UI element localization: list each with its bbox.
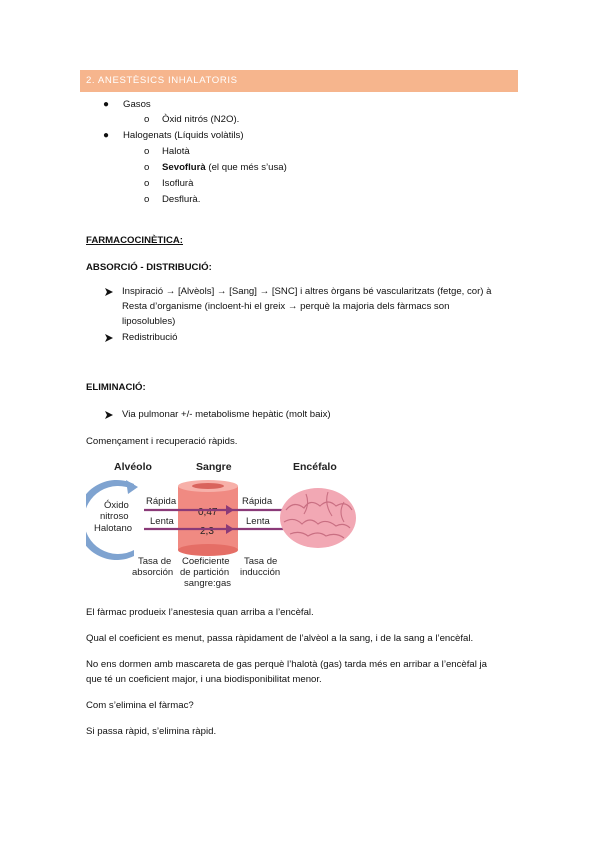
nitroso-label: nitroso	[100, 511, 129, 522]
circle-bullet-icon: o	[144, 194, 150, 205]
lenta-left-label: Lenta	[150, 516, 174, 527]
paragraph-3-line-2: que té un coeficient major, i una biodisponibilitat menor.	[86, 674, 322, 685]
halotano-label: Halotano	[94, 523, 133, 534]
brain-icon	[280, 488, 356, 548]
list-item-note: (el que més s’usa)	[208, 162, 287, 173]
tasa-absorcion-line-2: absorción	[132, 567, 174, 578]
bullet-halogenats	[103, 129, 244, 143]
lenta-right-label: Lenta	[246, 516, 270, 527]
list-item: Halotà	[162, 146, 190, 157]
intro-sentence: Començament i recuperació ràpids.	[86, 436, 238, 447]
sub-item-gasos	[144, 113, 240, 127]
eliminacio-line-1: Via pulmonar +/- metabolisme hepàtic (molt baix)	[122, 409, 331, 420]
sub-item-sevoflura	[144, 161, 287, 175]
list-item: Isoflurà	[162, 178, 194, 189]
circle-bullet-icon: o	[144, 114, 150, 125]
blood-cylinder-icon	[178, 480, 238, 556]
circle-bullet-icon: o	[144, 178, 150, 189]
bullet-dot-icon: ●	[103, 130, 110, 141]
sub-item-desflura	[144, 193, 201, 207]
paragraph-2: Qual el coeficient es menut, passa ràpidament de l’alvèol a la sang, i de la sang a l’encèfal.	[86, 633, 474, 644]
heading-farmacocinetica: FARMACOCINÈTICA:	[86, 235, 183, 246]
arrow-bullet-icon	[104, 410, 114, 423]
encefalo-label: Encéfalo	[293, 461, 337, 473]
paragraph-5: Si passa ràpid, s’elimina ràpid.	[86, 726, 217, 737]
alveolo-label: Alvéolo	[114, 461, 152, 473]
arrow-bullet-icon	[104, 333, 114, 346]
coefficient-value-2: 2,3	[200, 526, 214, 537]
rapida-left-label: Rápida	[146, 496, 177, 507]
coefficient-value-1: 0,47	[198, 507, 218, 518]
section-title: 2. ANESTÈSICS INHALATORIS	[86, 75, 238, 86]
coeficiente-line-1: Coeficiente	[182, 556, 230, 567]
pharmacokinetics-figure	[86, 458, 386, 588]
list-item: Sevoflurà	[162, 162, 206, 173]
sangre-label: Sangre	[196, 461, 232, 473]
bullet-gasos	[103, 98, 151, 112]
tasa-absorcion-line-1: Tasa de	[138, 556, 172, 567]
tasa-induccion-line-1: Tasa de	[244, 556, 278, 567]
circle-bullet-icon: o	[144, 146, 150, 157]
absorcio-line-2: Resta d’organisme (incloent-hi el greix → perquè la majoria dels fàrmacs son	[122, 301, 450, 312]
tasa-induccion-line-2: inducción	[240, 567, 281, 578]
list-item: Halogenats (Líquids volàtils)	[123, 130, 244, 141]
absorcio-line-1: Inspiració → [Alvèols] → [Sang] → [SNC] i altres òrgans bé vascularitzats (fetge, cor) à	[122, 286, 492, 297]
list-item: Òxid nitrós (N2O).	[162, 114, 240, 125]
oxido-label: Óxido	[104, 500, 129, 511]
paragraph-3-line-1: No ens dormen amb mascareta de gas perquè l’halotà (gas) tarda més en arribar a l’encèfal ja	[86, 659, 488, 670]
heading-eliminacio: ELIMINACIÓ:	[86, 382, 146, 393]
section-title-banner	[80, 70, 518, 92]
rapida-right-label: Rápida	[242, 496, 273, 507]
coeficiente-line-3: sangre:gas	[184, 578, 232, 588]
bullet-dot-icon: ●	[103, 99, 110, 110]
heading-absorcio: ABSORCIÓ - DISTRIBUCIÓ:	[86, 262, 212, 273]
circle-bullet-icon: o	[144, 162, 150, 173]
list-item: Gasos	[123, 99, 151, 110]
list-item: Desflurà.	[162, 194, 201, 205]
paragraph-1: El fàrmac produeix l’anestesia quan arriba a l’encèfal.	[86, 607, 314, 618]
coeficiente-line-2: de partición	[180, 567, 230, 578]
arrow-bullet-icon	[104, 287, 114, 300]
alveolus-arrowhead-icon	[126, 480, 138, 494]
absorcio-line-4: Redistribució	[122, 332, 178, 343]
absorcio-line-3: liposolubles)	[122, 316, 176, 327]
paragraph-4: Com s’elimina el fàrmac?	[86, 700, 194, 711]
sub-item-halota	[144, 145, 190, 159]
sub-item-isoflura	[144, 177, 194, 191]
